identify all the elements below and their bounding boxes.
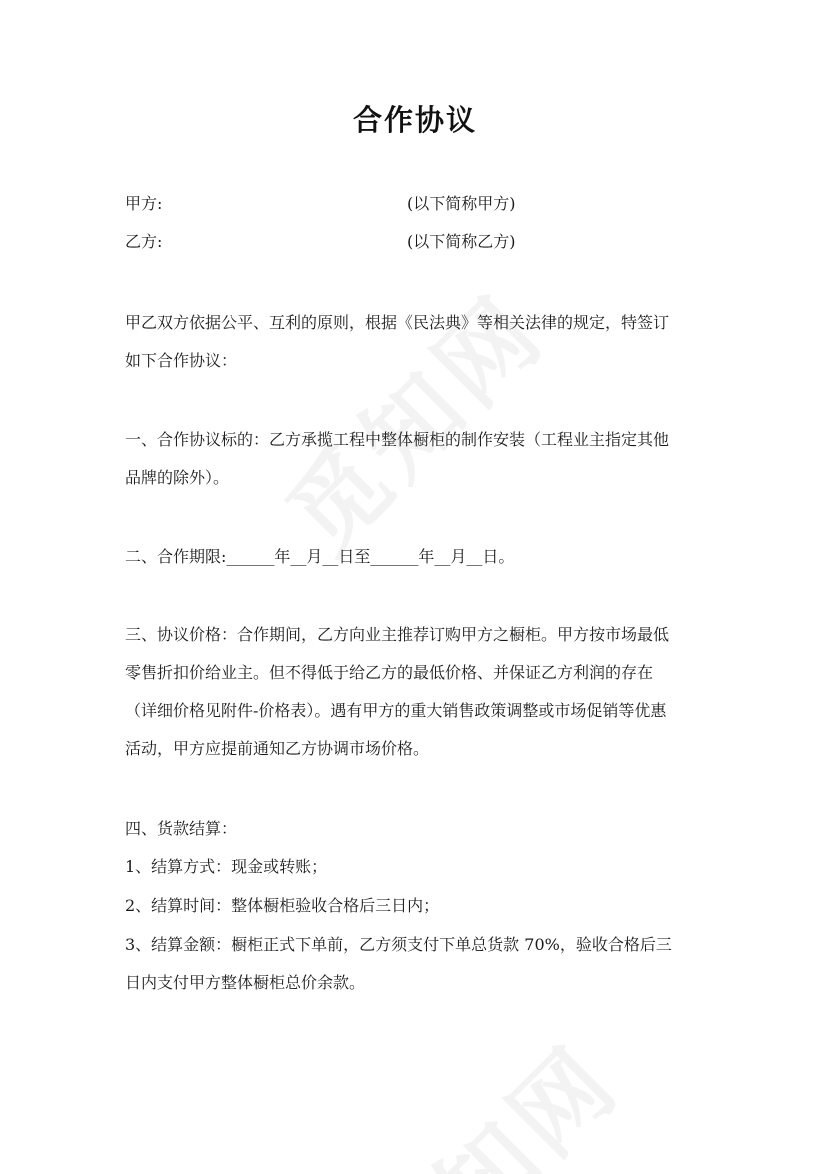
preamble-line: 如下合作协议：	[125, 351, 238, 370]
party-a-label: 甲方:	[125, 194, 163, 213]
party-b-label: 乙方:	[125, 232, 163, 251]
preamble-line: 甲乙双方依据公平、互利的原则，根据《民法典》等相关法律的规定，特签订	[125, 313, 670, 332]
watermark	[252, 260, 569, 577]
section4-item: 1、结算方式：现金或转账；	[125, 857, 328, 876]
section4-item: 2、结算时间：整体橱柜验收合格后三日内；	[125, 896, 440, 915]
section2-term: 二、合作期限:______年__月__日至______年__月__日。	[125, 547, 515, 566]
section1-line: 一、合作协议标的：乙方承揽工程中整体橱柜的制作安装（工程业主指定其他	[125, 430, 670, 449]
document-title: 合作协议	[352, 103, 477, 137]
section3-line: 活动，甲方应提前通知乙方协调市场价格。	[125, 739, 430, 758]
watermark	[327, 1010, 644, 1174]
party-a-note: (以下简称甲方)	[407, 194, 516, 213]
section3-line: （详细价格见附件-价格表）。遇有甲方的重大销售政策调整或市场促销等优惠	[125, 701, 667, 720]
section3-line: 三、协议价格：合作期间，乙方向业主推荐订购甲方之橱柜。甲方按市场最低	[125, 625, 670, 644]
party-b-note: (以下简称乙方)	[407, 232, 516, 251]
section3-line: 零售折扣价给业主。但不得低于给乙方的最低价格、并保证乙方利润的存在	[125, 663, 654, 682]
section4-item: 3、结算金额：橱柜正式下单前，乙方须支付下单总货款 70%，验收合格后三	[125, 935, 672, 954]
section4-item: 日内支付甲方整体橱柜总价余款。	[125, 973, 366, 992]
section4-heading: 四、货款结算：	[125, 819, 238, 838]
section1-line: 品牌的除外）。	[125, 468, 230, 487]
